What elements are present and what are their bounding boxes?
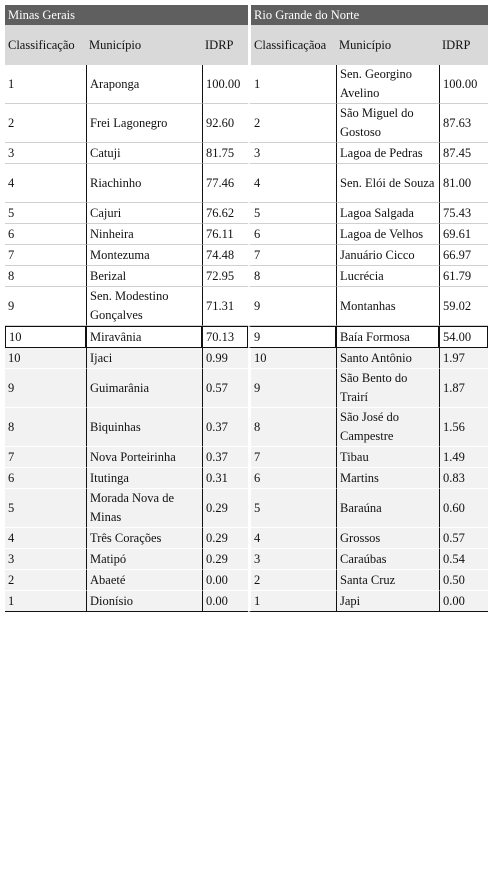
municipality-cell-right: Martins — [336, 468, 439, 489]
table-row — [5, 143, 488, 164]
municipality-cell-right: Lagoa de Velhos — [336, 224, 439, 245]
municipality-cell-left: Matipó — [86, 549, 202, 570]
idrp-cell-right: 0.60 — [439, 489, 488, 528]
idrp-cell-left: 0.37 — [202, 408, 248, 447]
table-row — [5, 447, 488, 468]
col-header-rank-right: Classificaçãoa — [248, 25, 336, 65]
idrp-cell-left: 72.95 — [202, 266, 248, 287]
municipality-cell-left: Miravânia — [86, 326, 202, 348]
municipality-cell-left: Frei Lagonegro — [86, 104, 202, 143]
state-header-left: Minas Gerais — [5, 5, 248, 25]
idrp-cell-left: 0.00 — [202, 570, 248, 591]
idrp-cell-right: 54.00 — [439, 326, 488, 348]
idrp-cell-right: 0.54 — [439, 549, 488, 570]
rank-cell-right: 6 — [248, 224, 336, 245]
rank-cell-left: 8 — [5, 408, 86, 447]
col-header-municipality-left: Município — [86, 25, 202, 65]
municipality-cell-left: Abaeté — [86, 570, 202, 591]
state-header-right: Rio Grande do Norte — [248, 5, 488, 25]
idrp-cell-left: 0.37 — [202, 447, 248, 468]
idrp-cell-right: 59.02 — [439, 287, 488, 326]
table-row — [5, 468, 488, 489]
rank-cell-left: 10 — [5, 348, 86, 369]
idrp-cell-right: 75.43 — [439, 203, 488, 224]
rank-cell-left: 2 — [5, 104, 86, 143]
rank-cell-right: 8 — [248, 266, 336, 287]
idrp-ranking-table — [5, 5, 488, 612]
municipality-cell-right: São Bento do Trairí — [336, 369, 439, 408]
table-row — [5, 528, 488, 549]
municipality-cell-left: Ijaci — [86, 348, 202, 369]
idrp-cell-right: 1.56 — [439, 408, 488, 447]
idrp-cell-right: 0.57 — [439, 528, 488, 549]
rank-cell-left: 5 — [5, 203, 86, 224]
table-row — [5, 224, 488, 245]
idrp-cell-left: 0.29 — [202, 528, 248, 549]
rank-cell-right: 6 — [248, 468, 336, 489]
idrp-cell-left: 100.00 — [202, 65, 248, 104]
rank-cell-left: 3 — [5, 143, 86, 164]
rank-cell-left: 7 — [5, 447, 86, 468]
idrp-cell-right: 100.00 — [439, 65, 488, 104]
table-row — [5, 489, 488, 528]
idrp-cell-left: 71.31 — [202, 287, 248, 326]
municipality-cell-right: Januário Cicco — [336, 245, 439, 266]
municipality-cell-left: Montezuma — [86, 245, 202, 266]
municipality-cell-left: Ninheira — [86, 224, 202, 245]
table-row — [5, 591, 488, 612]
municipality-cell-left: Morada Nova de Minas — [86, 489, 202, 528]
rank-cell-right: 4 — [248, 164, 336, 203]
table-row — [5, 570, 488, 591]
rank-cell-right: 9 — [248, 287, 336, 326]
rank-cell-right: 7 — [248, 447, 336, 468]
table-row — [5, 287, 488, 326]
rank-cell-left: 1 — [5, 65, 86, 104]
idrp-cell-left: 0.29 — [202, 489, 248, 528]
rank-cell-left: 6 — [5, 468, 86, 489]
rank-cell-right: 3 — [248, 143, 336, 164]
table-row — [5, 408, 488, 447]
municipality-cell-right: Montanhas — [336, 287, 439, 326]
municipality-cell-left: Guimarânia — [86, 369, 202, 408]
municipality-cell-left: Cajuri — [86, 203, 202, 224]
table-row — [5, 266, 488, 287]
municipality-cell-right: Lucrécia — [336, 266, 439, 287]
rank-cell-left: 6 — [5, 224, 86, 245]
rank-cell-left: 8 — [5, 266, 86, 287]
rank-cell-right: 8 — [248, 408, 336, 447]
municipality-cell-right: Grossos — [336, 528, 439, 549]
municipality-cell-right: Caraúbas — [336, 549, 439, 570]
idrp-cell-right: 87.45 — [439, 143, 488, 164]
idrp-cell-right: 0.83 — [439, 468, 488, 489]
idrp-cell-left: 70.13 — [202, 326, 248, 348]
municipality-cell-right: Tibau — [336, 447, 439, 468]
idrp-cell-left: 76.11 — [202, 224, 248, 245]
idrp-cell-left: 0.29 — [202, 549, 248, 570]
municipality-cell-left: Riachinho — [86, 164, 202, 203]
rank-cell-right: 5 — [248, 203, 336, 224]
idrp-cell-left: 0.99 — [202, 348, 248, 369]
municipality-cell-right: São José do Campestre — [336, 408, 439, 447]
municipality-cell-left: Itutinga — [86, 468, 202, 489]
municipality-cell-left: Nova Porteirinha — [86, 447, 202, 468]
col-header-idrp-left: IDRP — [202, 25, 248, 65]
rank-cell-right: 2 — [248, 104, 336, 143]
idrp-cell-right: 66.97 — [439, 245, 488, 266]
table-row — [5, 369, 488, 408]
col-header-rank-left: Classificação — [5, 25, 86, 65]
municipality-cell-left: Sen. Modestino Gonçalves — [86, 287, 202, 326]
municipality-cell-right: Sen. Elói de Souza — [336, 164, 439, 203]
municipality-cell-right: Santa Cruz — [336, 570, 439, 591]
municipality-cell-right: São Miguel do Gostoso — [336, 104, 439, 143]
rank-cell-right: 4 — [248, 528, 336, 549]
idrp-cell-left: 0.31 — [202, 468, 248, 489]
rank-cell-right: 5 — [248, 489, 336, 528]
idrp-cell-left: 0.00 — [202, 591, 248, 612]
rank-cell-left: 1 — [5, 591, 86, 612]
municipality-cell-right: Baía Formosa — [336, 326, 439, 348]
municipality-cell-right: Baraúna — [336, 489, 439, 528]
rank-cell-right: 7 — [248, 245, 336, 266]
rank-cell-left: 9 — [5, 369, 86, 408]
municipality-cell-right: Lagoa Salgada — [336, 203, 439, 224]
rank-cell-right: 1 — [248, 591, 336, 612]
municipality-cell-left: Araponga — [86, 65, 202, 104]
idrp-cell-left: 76.62 — [202, 203, 248, 224]
municipality-cell-right: Japi — [336, 591, 439, 612]
idrp-cell-right: 1.97 — [439, 348, 488, 369]
rank-cell-left: 7 — [5, 245, 86, 266]
table-row — [5, 549, 488, 570]
municipality-cell-right: Santo Antônio — [336, 348, 439, 369]
idrp-cell-left: 77.46 — [202, 164, 248, 203]
municipality-cell-left: Berizal — [86, 266, 202, 287]
col-header-idrp-right: IDRP — [439, 25, 488, 65]
table-row — [5, 65, 488, 104]
rank-cell-left: 5 — [5, 489, 86, 528]
idrp-cell-right: 87.63 — [439, 104, 488, 143]
rank-cell-right: 9 — [248, 369, 336, 408]
table-row — [5, 326, 488, 348]
rank-cell-left: 4 — [5, 164, 86, 203]
idrp-cell-left: 74.48 — [202, 245, 248, 266]
idrp-cell-left: 92.60 — [202, 104, 248, 143]
rank-cell-left: 3 — [5, 549, 86, 570]
idrp-cell-right: 1.87 — [439, 369, 488, 408]
rank-cell-left: 2 — [5, 570, 86, 591]
idrp-cell-left: 81.75 — [202, 143, 248, 164]
rank-cell-right: 9 — [248, 326, 336, 348]
table-row — [5, 203, 488, 224]
table-row — [5, 348, 488, 369]
rank-cell-left: 10 — [5, 326, 86, 348]
table-row — [5, 245, 488, 266]
municipality-cell-left: Dionísio — [86, 591, 202, 612]
rank-cell-left: 9 — [5, 287, 86, 326]
idrp-cell-right: 1.49 — [439, 447, 488, 468]
municipality-cell-left: Catuji — [86, 143, 202, 164]
rank-cell-right: 10 — [248, 348, 336, 369]
idrp-cell-right: 81.00 — [439, 164, 488, 203]
municipality-cell-right: Sen. Georgino Avelino — [336, 65, 439, 104]
rank-cell-right: 3 — [248, 549, 336, 570]
idrp-cell-right: 61.79 — [439, 266, 488, 287]
rank-cell-right: 2 — [248, 570, 336, 591]
municipality-cell-left: Biquinhas — [86, 408, 202, 447]
table-row — [5, 164, 488, 203]
idrp-cell-right: 0.50 — [439, 570, 488, 591]
idrp-cell-right: 0.00 — [439, 591, 488, 612]
municipality-cell-right: Lagoa de Pedras — [336, 143, 439, 164]
table-row — [5, 104, 488, 143]
col-header-municipality-right: Município — [336, 25, 439, 65]
municipality-cell-left: Três Corações — [86, 528, 202, 549]
rank-cell-left: 4 — [5, 528, 86, 549]
idrp-cell-right: 69.61 — [439, 224, 488, 245]
idrp-cell-left: 0.57 — [202, 369, 248, 408]
rank-cell-right: 1 — [248, 65, 336, 104]
